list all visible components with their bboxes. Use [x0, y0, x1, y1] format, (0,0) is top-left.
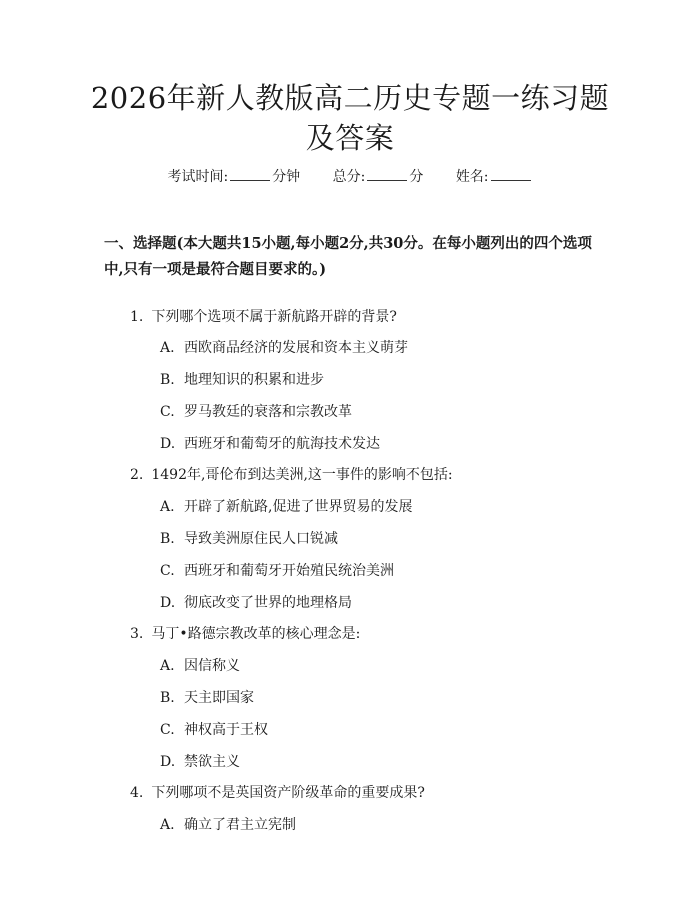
question-1-option-a — [160, 338, 408, 358]
total-score-label: 总分: — [332, 169, 366, 185]
option-text: 彻底改变了世界的地理格局 — [184, 595, 352, 611]
option-text: 禁欲主义 — [184, 754, 240, 770]
option-letter: B. — [160, 531, 175, 547]
option-letter: A. — [160, 658, 175, 674]
option-letter: C. — [160, 722, 175, 738]
student-name-label: 姓名: — [455, 169, 489, 185]
question-text: 马丁•路德宗教改革的核心理念是: — [151, 626, 361, 642]
option-text: 罗马教廷的衰落和宗教改革 — [184, 404, 352, 420]
question-1-option-d — [160, 434, 380, 454]
question-2-option-d — [160, 593, 352, 613]
option-letter: B. — [160, 372, 175, 388]
option-letter: D. — [160, 754, 176, 770]
option-letter: B. — [160, 690, 175, 706]
question-1-option-b — [160, 370, 324, 390]
exam-time-blank — [230, 166, 270, 181]
question-1-option-c — [160, 402, 352, 422]
option-letter: A. — [160, 499, 175, 515]
option-text: 地理知识的积累和进步 — [184, 372, 324, 388]
option-letter: A. — [160, 340, 175, 356]
student-name-field — [456, 166, 533, 188]
question-1 — [130, 307, 397, 327]
question-3 — [130, 624, 360, 644]
option-letter: A. — [160, 817, 175, 833]
document-title: 2026年新人教版高二历史专题一练习题及答案 — [90, 81, 610, 155]
option-letter: C. — [160, 563, 175, 579]
question-number: 1. — [130, 309, 144, 325]
option-text: 导致美洲原住民人口锐减 — [184, 531, 338, 547]
option-text: 西班牙和葡萄牙开始殖民统治美洲 — [184, 563, 394, 579]
option-text: 开辟了新航路,促进了世界贸易的发展 — [184, 499, 413, 515]
exam-time-field — [167, 166, 300, 188]
question-number: 2. — [130, 467, 144, 483]
exam-info-row — [0, 166, 700, 188]
option-letter: D. — [160, 595, 176, 611]
option-text: 西班牙和葡萄牙的航海技术发达 — [184, 436, 380, 452]
exam-time-label: 考试时间: — [167, 169, 229, 185]
question-number: 3. — [130, 626, 144, 642]
question-3-option-a — [160, 656, 240, 676]
section-heading: 一、选择题(本大题共15小题,每小题2分,共30分。在每小题列出的四个选项中,只有一项是最符合题目要求的。) — [104, 235, 592, 278]
question-text: 下列哪个选项不属于新航路开辟的背景? — [151, 309, 397, 325]
exam-time-unit: 分钟 — [272, 169, 301, 185]
total-score-field — [333, 166, 424, 188]
option-letter: C. — [160, 404, 175, 420]
question-text: 1492年,哥伦布到达美洲,这一事件的影响不包括: — [151, 467, 453, 483]
question-2-option-c — [160, 561, 394, 581]
question-4 — [130, 783, 425, 803]
question-2 — [130, 465, 453, 485]
option-letter: D. — [160, 436, 176, 452]
question-3-option-c — [160, 720, 268, 740]
total-score-unit: 分 — [409, 169, 424, 185]
question-2-option-a — [160, 497, 412, 517]
option-text: 确立了君主立宪制 — [184, 817, 296, 833]
student-name-blank — [491, 166, 531, 181]
option-text: 天主即国家 — [184, 690, 254, 706]
option-text: 西欧商品经济的发展和资本主义萌芽 — [184, 340, 408, 356]
question-text: 下列哪项不是英国资产阶级革命的重要成果? — [151, 785, 425, 801]
question-3-option-d — [160, 752, 240, 772]
total-score-blank — [367, 166, 407, 181]
question-number: 4. — [130, 785, 144, 801]
question-3-option-b — [160, 688, 254, 708]
option-text: 因信称义 — [184, 658, 240, 674]
option-text: 神权高于王权 — [184, 722, 268, 738]
question-4-option-a — [160, 815, 296, 835]
question-2-option-b — [160, 529, 338, 549]
